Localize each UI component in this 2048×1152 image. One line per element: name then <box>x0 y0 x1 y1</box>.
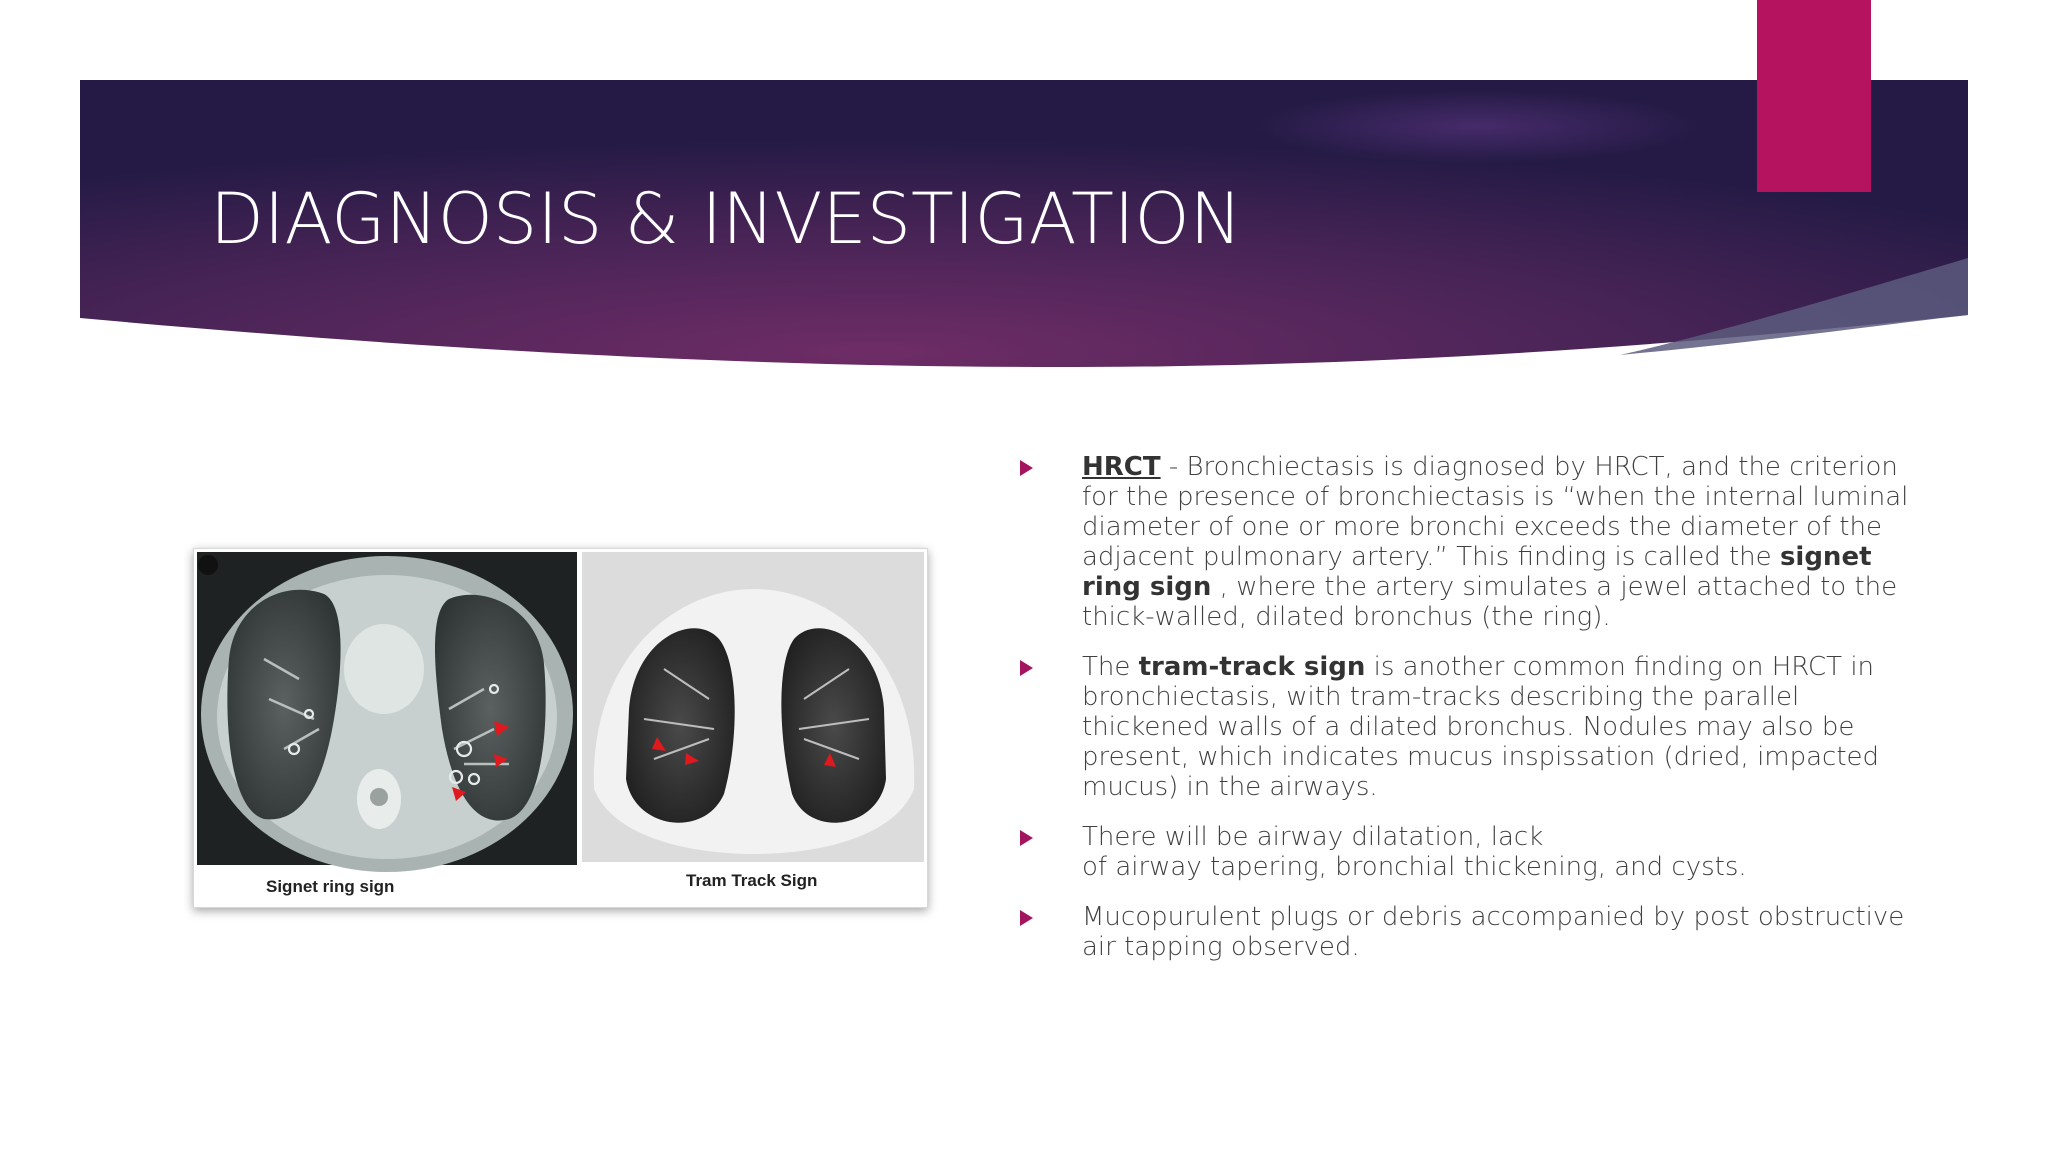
triangle-bullet-icon <box>1020 660 1033 676</box>
ct-scan-image <box>194 549 927 907</box>
airway-line-2: of airway tapering, bronchial thickening, and cysts. <box>1082 852 1747 882</box>
hrct-term: HRCT <box>1082 452 1161 482</box>
airway-line-1: There will be airway dilatation, lack <box>1082 822 1544 852</box>
bullet-airway <box>1020 822 1920 882</box>
slide-title: DIAGNOSIS & INVESTIGATION <box>210 178 1243 260</box>
hrct-text-end: , where the artery simulates a jewel attached to the thick-walled, dilated bronchus (the ring). <box>1082 572 1898 632</box>
bullet-hrct <box>1020 452 1920 632</box>
triangle-bullet-icon <box>1020 830 1033 846</box>
tram-track-term: tram-track sign <box>1138 652 1366 682</box>
left-caption: Signet ring sign <box>266 877 395 896</box>
bullet-list <box>1020 452 1920 982</box>
hrct-text: - Bronchiectasis is diagnosed by HRCT, and the criterion for the presence of bronchiectasis is “when the internal luminal diameter of one or more bronchi exceeds the diameter of the adjacent pulmonary artery.” This finding is called the <box>1082 452 1909 572</box>
signet-ring-term: signet ring sign <box>1082 542 1872 602</box>
bullet-tram-track <box>1020 652 1920 802</box>
accent-tab <box>1757 0 1871 192</box>
ct-scan-figure <box>193 548 928 908</box>
triangle-bullet-icon <box>1020 460 1033 476</box>
signet-ring-scan <box>197 552 577 872</box>
tram-text-start: The <box>1082 652 1139 682</box>
bullet-mucopurulent <box>1020 902 1920 962</box>
tram-text: is another common finding on HRCT in bronchiectasis, with tram-tracks describing the parallel thickened walls of a dilated bronchus. Nodules may also be present, which indicates mucus inspissation (dried, impacted mucus) in the airways. <box>1082 652 1880 802</box>
tram-track-scan <box>582 552 924 862</box>
triangle-bullet-icon <box>1020 910 1033 926</box>
right-caption: Tram Track Sign <box>686 871 818 890</box>
mucopurulent-text: Mucopurulent plugs or debris accompanied by post obstructive air tapping observed. <box>1082 902 1905 962</box>
